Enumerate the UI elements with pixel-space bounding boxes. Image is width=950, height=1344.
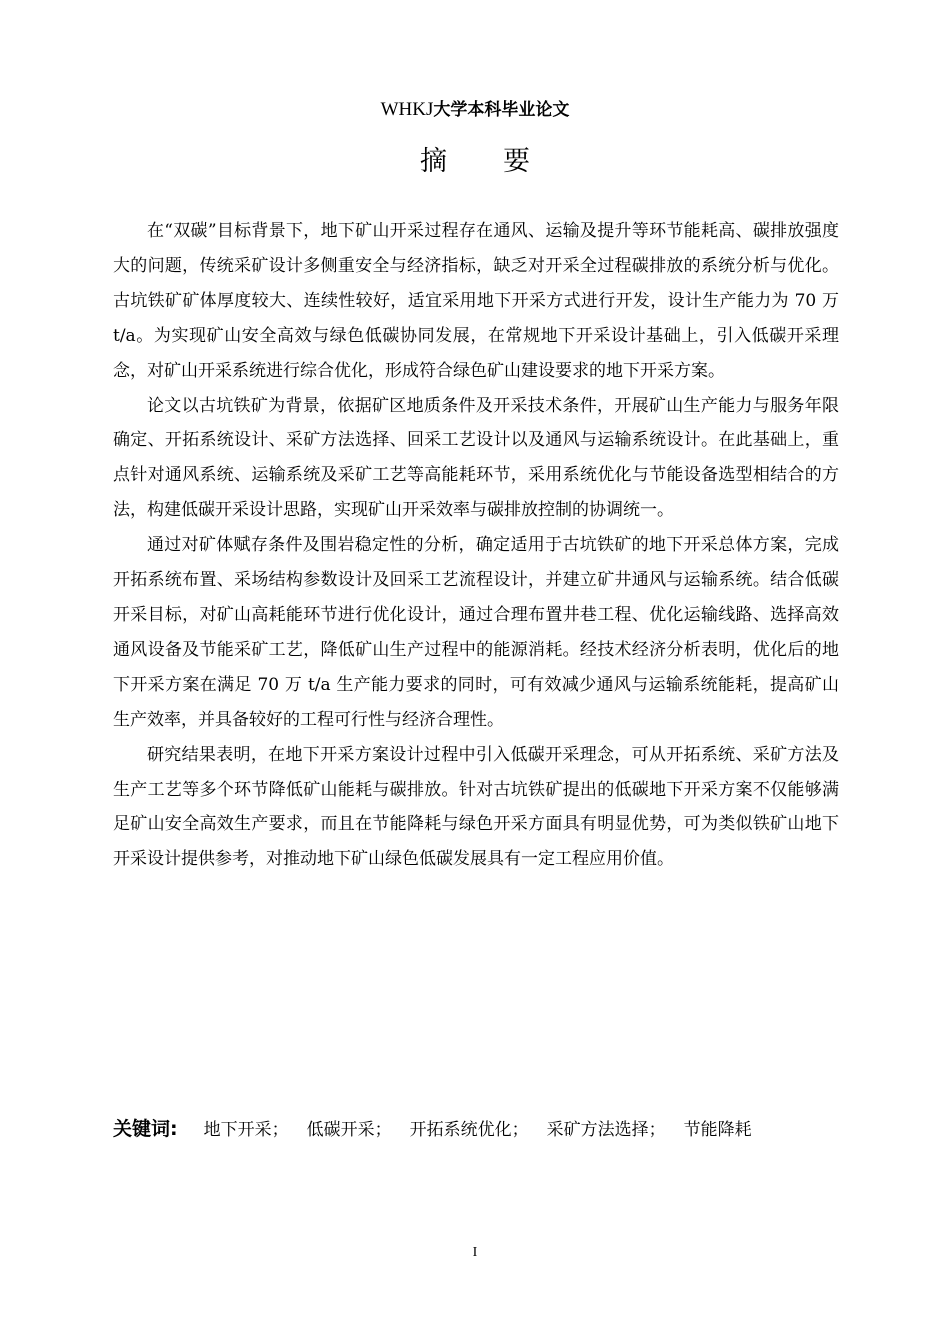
abstract-title: 摘要 (420, 146, 586, 177)
running-header (0, 96, 950, 123)
keywords-line (113, 1112, 843, 1147)
keyword-item: 地下开采； (203, 1120, 289, 1140)
header-school-suffix: 大学本科毕业论文 (433, 100, 570, 120)
abstract-body (113, 214, 839, 877)
abstract-paragraph-4: 研究结果表明，在地下开采方案设计过程中引入低碳开采理念，可从开拓系统、采矿方法及生产工艺等多个环节降低矿山能耗与碳排放。针对古坑铁矿提出的低碳地下开采方案不仅能够满足矿山安全高效生产要求，而且在节能降耗与绿色开采方面具有明显优势，可为类似铁矿山地下开采设计提供参考，对推动地下矿山绿色低碳发展具有一定工程应用价值。 (113, 744, 839, 870)
abstract-paragraph-3: 通过对矿体赋存条件及围岩稳定性的分析，确定适用于古坑铁矿的地下开采总体方案，完成开拓系统布置、采场结构参数设计及回采工艺流程设计，并建立矿井通风与运输系统。结合低碳开采目标，对矿山高耗能环节进行优化设计，通过合理布置井巷工程、优化运输线路、选择高效通风设备及节能采矿工艺，降低矿山生产过程中的能源消耗。经技术经济分析表明，优化后的地下开采方案在满足 70 万 t/a 生产能力要求的同时，可有效减少通风与运输系统能耗，提高矿山生产效率，并具备较好的工程可行性与经济合理性。 (113, 535, 839, 730)
keyword-item: 低碳开采； (306, 1120, 392, 1140)
keyword-item: 采矿方法选择； (546, 1120, 666, 1140)
keyword-item: 节能降耗 (683, 1120, 752, 1140)
abstract-paragraph-2: 论文以古坑铁矿为背景，依据矿区地质条件及开采技术条件，开展矿山生产能力与服务年限确定、开拓系统设计、采矿方法选择、回采工艺设计以及通风与运输系统设计。在此基础上，重点针对通风系统、运输系统及采矿工艺等高能耗环节，采用系统优化与节能设备选型相结合的方法，构建低碳开采设计思路，实现矿山开采效率与碳排放控制的协调统一。 (113, 395, 839, 521)
page-number: I (472, 1245, 478, 1260)
header-school-code: WHKJ (380, 99, 434, 120)
abstract-paragraph-1: 在“双碳”目标背景下，地下矿山开采过程存在通风、运输及提升等环节能耗高、碳排放强度大的问题，传统采矿设计多侧重安全与经济指标，缺乏对开采全过程碳排放的系统分析与优化。古坑铁矿矿体厚度较大、连续性较好，适宜采用地下开采方式进行开发，设计生产能力为 70 万 t/a。为实现矿山安全高效与绿色低碳协同发展，在常规地下开采设计基础上，引入低碳开采理念，对矿山开采系统进行综合优化，形成符合绿色矿山建设要求的地下开采方案。 (113, 221, 839, 381)
keywords-label: 关键词: (113, 1118, 178, 1140)
keyword-item: 开拓系统优化； (409, 1120, 529, 1140)
